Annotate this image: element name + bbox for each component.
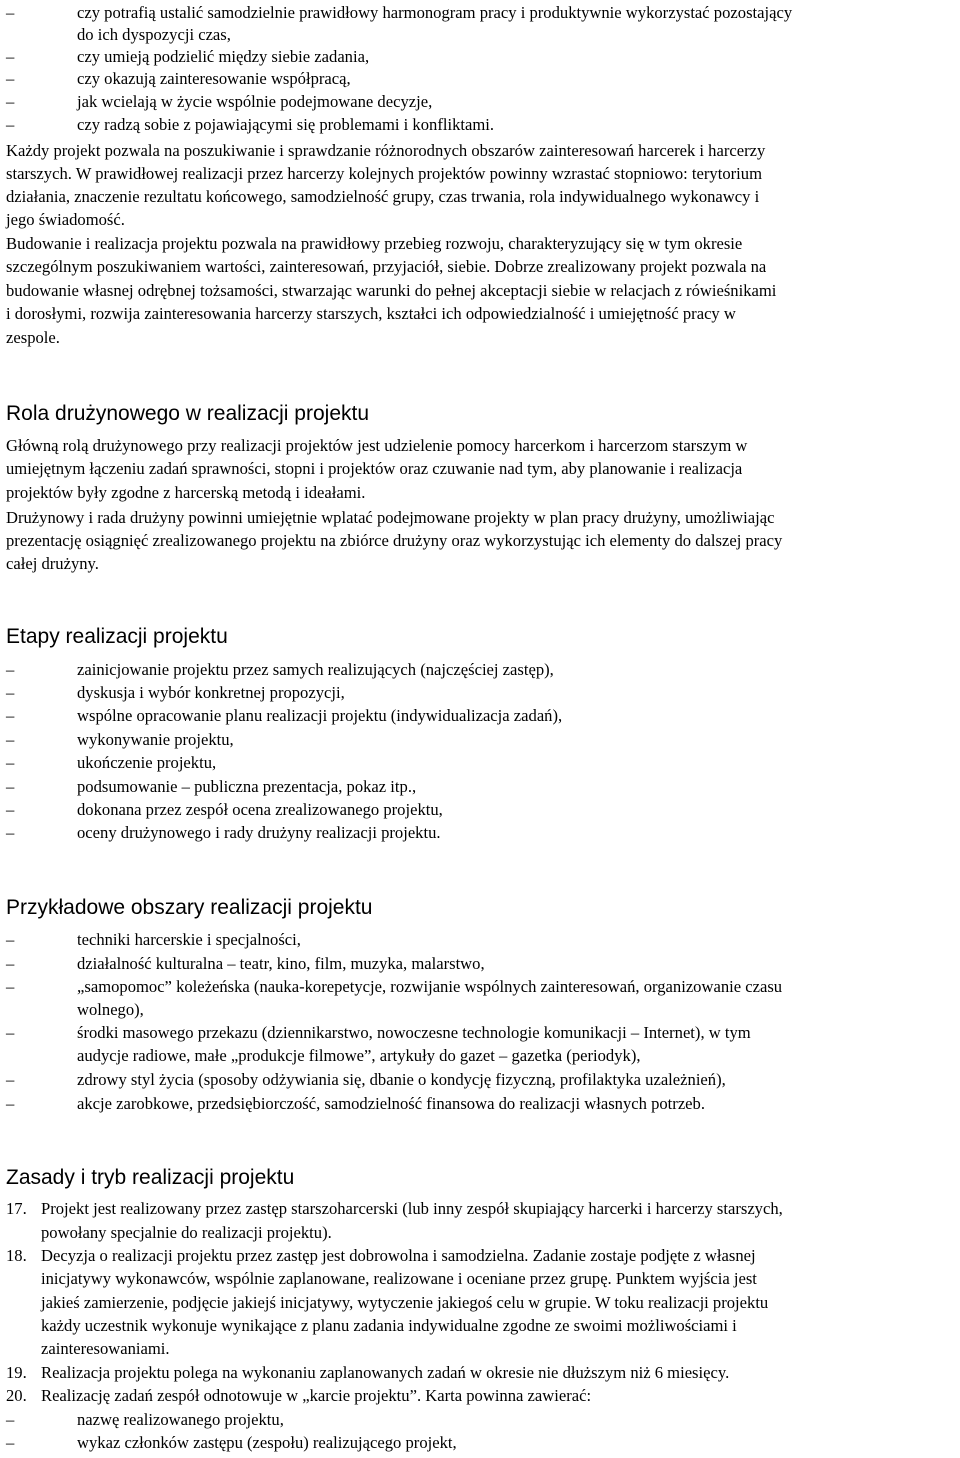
list-item-text: wspólne opracowanie planu realizacji projektu (indywidualizacja zadań), [77, 706, 563, 725]
list-dash: – [6, 777, 15, 796]
paragraph-line: umiejętnym łączeniu zadań sprawności, stopni i projektów oraz czuwanie nad tym, aby planowanie i realizacja [6, 459, 743, 478]
numbered-item-continuation: inicjatywy wykonawców, wspólnie zaplanowane, realizowane i oceniane przez grupę. Punktem wyjścia jest [41, 1269, 757, 1288]
paragraph-line: budowanie własnej odrębnej tożsamości, stwarzając warunki do pełnej akceptacji siebie w relacjach z rówieśnikami [6, 281, 777, 300]
list-item [0, 1022, 960, 1044]
list-item [0, 822, 960, 844]
list-item-continuation: wolnego), [77, 1000, 144, 1019]
list-item-text: dyskusja i wybór konkretnej propozycji, [77, 683, 345, 702]
list-item-continuation: audycje radiowe, małe „produkcje filmowe”, artykuły do gazet – gazetka (periodyk), [77, 1046, 641, 1065]
list-dash: – [6, 706, 15, 725]
list-item-text: czy radzą sobie z pojawiającymi się problemami i konfliktami. [77, 115, 495, 134]
section-heading: Etapy realizacji projektu [6, 625, 228, 648]
list-item-text: oceny drużynowego i rady drużyny realizacji projektu. [77, 823, 441, 842]
list-item [0, 91, 960, 113]
section-heading: Zasady i tryb realizacji projektu [6, 1166, 295, 1189]
list-item-text: działalność kulturalna – teatr, kino, film, muzyka, malarstwo, [77, 954, 485, 973]
list-item-text: akcje zarobkowe, przedsiębiorczość, samodzielność finansowa do realizacji własnych potrzeb. [77, 1094, 705, 1113]
list-item [0, 46, 960, 68]
list-number: 20. [6, 1386, 27, 1405]
list-item-text: ukończenie projektu, [77, 753, 217, 772]
list-item [0, 1409, 960, 1431]
list-item [0, 799, 960, 821]
list-dash: – [6, 1023, 15, 1042]
list-item-text: jak wcielają w życie wspólnie podejmowane decyzje, [77, 92, 433, 111]
list-dash: – [6, 69, 15, 88]
list-item [0, 776, 960, 798]
list-item [0, 659, 960, 681]
list-dash: – [6, 683, 15, 702]
list-dash: – [6, 47, 15, 66]
list-dash: – [6, 3, 15, 22]
list-dash: – [6, 1410, 15, 1429]
list-number: 19. [6, 1363, 27, 1382]
list-item-text: czy okazują zainteresowanie współpracą, [77, 69, 351, 88]
numbered-item-continuation: jakieś zamierzenie, podjęcie jakiejś inicjatywy, wytyczenie jakiegoś celu w grupie. W toku realizacji projektu [41, 1293, 769, 1312]
paragraph-line: Drużynowy i rada drużyny powinni umiejętnie wplatać podejmowane projekty w plan pracy drużyny, umożliwiając [6, 508, 775, 527]
list-item-text: podsumowanie – publiczna prezentacja, pokaz itp., [77, 777, 417, 796]
list-dash: – [6, 660, 15, 679]
section-heading: Rola drużynowego w realizacji projektu [6, 402, 370, 425]
list-item-text: zdrowy styl życia (sposoby odżywiania się, dbanie o kondycję fizyczną, profilaktyka uzależnień), [77, 1070, 726, 1089]
paragraph-line: szczególnym poszukiwaniem wartości, zainteresowań, przyjaciół, siebie. Dobrze zrealizowany projekt pozwala na [6, 257, 767, 276]
section-heading: Przykładowe obszary realizacji projektu [6, 896, 373, 919]
list-item [0, 1432, 960, 1454]
paragraph-line: prezentację osiągnięć zrealizowanego projektu na zbiórce drużyny oraz wykorzystując ich elementy do dalszej pracy [6, 531, 783, 550]
numbered-item-text: Realizacja projektu polega na wykonaniu zaplanowanych zadań w okresie nie dłuższym niż 6 miesięcy. [41, 1363, 730, 1382]
list-number: 17. [6, 1199, 27, 1218]
paragraph-line: i dorosłymi, rozwija zainteresowania harcerzy starszych, kształci ich odpowiedzialność i umiejętność pracy w [6, 304, 736, 323]
paragraph-line: Główną rolą drużynowego przy realizacji projektów jest udzielenie pomocy harcerkom i harcerzom starszym w [6, 436, 748, 455]
list-item [0, 2, 960, 24]
list-item [0, 752, 960, 774]
paragraph-line: Budowanie i realizacja projektu pozwala na prawidłowy przebieg rozwoju, charakteryzujący się w tym okresie [6, 234, 743, 253]
paragraph-line: zespole. [6, 328, 60, 347]
list-dash: – [6, 753, 15, 772]
list-item [0, 1069, 960, 1091]
numbered-item-continuation: powołany specjalnie do realizacji projektu). [41, 1223, 332, 1242]
list-dash: – [6, 92, 15, 111]
list-item-text: „samopomoc” koleżeńska (nauka-korepetycje, rozwijanie wspólnych zainteresowań, organizowanie czasu [77, 977, 783, 996]
list-item-text: zainicjowanie projektu przez samych realizujących (najczęściej zastęp), [77, 660, 554, 679]
list-item-text: czy umieją podzielić między siebie zadania, [77, 47, 370, 66]
list-dash: – [6, 930, 15, 949]
list-item [0, 705, 960, 727]
list-dash: – [6, 823, 15, 842]
numbered-item-text: Realizację zadań zespół odnotowuje w „karcie projektu”. Karta powinna zawierać: [41, 1386, 592, 1405]
paragraph-line: Każdy projekt pozwala na poszukiwanie i sprawdzanie różnorodnych obszarów zainteresowań harcerek i harcerzy [6, 141, 766, 160]
paragraph-line: całej drużyny. [6, 554, 99, 573]
list-dash: – [6, 1094, 15, 1113]
list-item [0, 953, 960, 975]
paragraph-line: starszych. W prawidłowej realizacji przez harcerzy kolejnych projektów powinny wzrastać stopniowo: terytorium [6, 164, 762, 183]
numbered-item-continuation: zainteresowaniami. [41, 1339, 170, 1358]
list-number: 18. [6, 1246, 27, 1265]
list-dash: – [6, 954, 15, 973]
list-item [0, 682, 960, 704]
list-item-continuation: do ich dyspozycji czas, [77, 25, 231, 44]
list-item-text: środki masowego przekazu (dziennikarstwo, nowoczesne technologie komunikacji – Internet), w tym [77, 1023, 751, 1042]
numbered-item-text: Decyzja o realizacji projektu przez zastęp jest dobrowolna i samodzielna. Zadanie zostaje podjęte z własnej [41, 1246, 756, 1265]
list-item-text: dokonana przez zespół ocena zrealizowanego projektu, [77, 800, 443, 819]
list-item [0, 114, 960, 136]
list-dash: – [6, 730, 15, 749]
paragraph-line: projektów były zgodne z harcerską metodą i ideałami. [6, 483, 366, 502]
list-item [0, 68, 960, 90]
list-item-text: wykonywanie projektu, [77, 730, 234, 749]
list-item-text: techniki harcerskie i specjalności, [77, 930, 301, 949]
list-dash: – [6, 1070, 15, 1089]
list-dash: – [6, 1433, 15, 1452]
list-item-text: nazwę realizowanego projektu, [77, 1410, 284, 1429]
list-item-text: czy potrafią ustalić samodzielnie prawidłowy harmonogram pracy i produktywnie wykorzystać pozostający [77, 3, 793, 22]
list-item [0, 729, 960, 751]
list-item [0, 976, 960, 998]
paragraph-line: działania, znaczenie rezultatu końcowego, samodzielność grupy, czas trwania, rola indywidualnego wykonawcy i [6, 187, 760, 206]
list-dash: – [6, 977, 15, 996]
list-dash: – [6, 800, 15, 819]
paragraph-line: jego świadomość. [6, 210, 125, 229]
numbered-item-text: Projekt jest realizowany przez zastęp starszoharcerski (lub inny zespół skupiający harcerki i harcerzy starszych, [41, 1199, 783, 1218]
numbered-item-continuation: każdy uczestnik wykonuje wynikające z planu zadania indywidualne zgodne ze swoimi możliwościami i [41, 1316, 737, 1335]
list-item-text: wykaz członków zastępu (zespołu) realizującego projekt, [77, 1433, 457, 1452]
list-item [0, 929, 960, 951]
list-dash: – [6, 115, 15, 134]
list-item [0, 1093, 960, 1115]
